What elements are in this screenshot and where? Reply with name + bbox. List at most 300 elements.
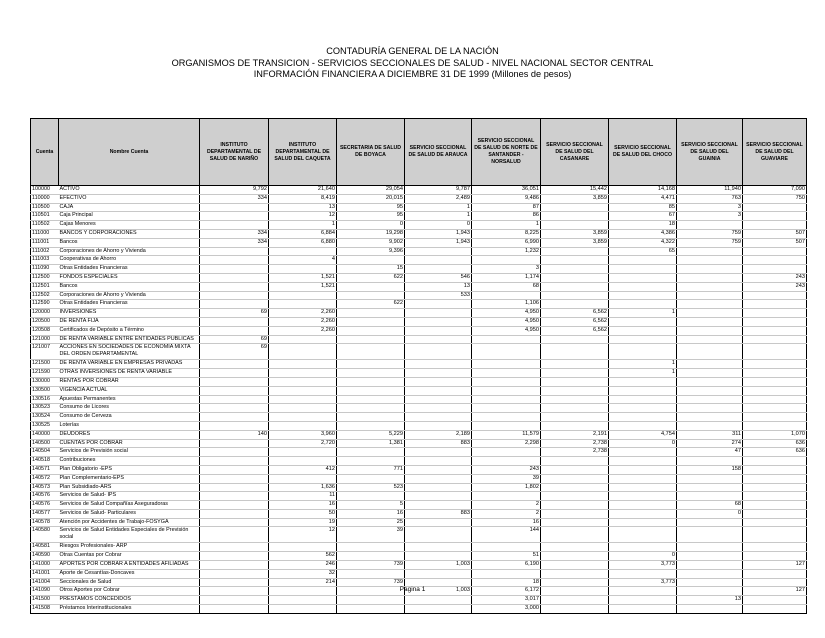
account-name-cell: DE RENTA VARIABLE EN EMPRESAS PRIVADAS	[59, 360, 200, 369]
value-cell: 2,260	[269, 326, 337, 335]
value-cell: 6,190	[472, 561, 541, 570]
table-row	[31, 439, 807, 448]
value-cell: 1,003	[405, 561, 472, 570]
value-cell	[200, 212, 269, 221]
value-cell	[405, 543, 472, 552]
value-cell: 3,017	[472, 596, 541, 605]
value-cell: 6,562	[541, 326, 609, 335]
account-code-cell: 110502	[31, 221, 59, 230]
account-code-cell: 112502	[31, 291, 59, 300]
account-code-cell: 112500	[31, 273, 59, 282]
value-cell	[405, 605, 472, 614]
value-cell: 3,000	[472, 605, 541, 614]
report-subtitle: ORGANISMOS DE TRANSICION - SERVICIOS SECCIONALES DE SALUD - NIVEL NACIONAL SECTOR CENTRAL	[171, 58, 654, 68]
value-cell	[609, 527, 677, 543]
account-name-cell: EFECTIVO	[59, 194, 200, 203]
account-name-cell: Otras Entidades Financieras	[59, 265, 200, 274]
value-cell: 50	[269, 509, 337, 518]
table-row	[31, 518, 807, 527]
value-cell: 243	[472, 465, 541, 474]
value-cell: 3,859	[541, 229, 609, 238]
value-cell: 3	[472, 265, 541, 274]
value-cell	[269, 377, 337, 386]
value-cell: 127	[743, 587, 807, 596]
value-cell	[677, 291, 743, 300]
table-row	[31, 483, 807, 492]
report-period: INFORMACIÓN FINANCIERA A DICIEMBRE 31 DE 1999 (Millones de pesos)	[253, 69, 572, 79]
value-cell	[609, 465, 677, 474]
table-row	[31, 360, 807, 369]
account-name-cell: OTRAS INVERSIONES DE RENTA VARIABLE	[59, 369, 200, 378]
value-cell: 523	[337, 483, 405, 492]
value-cell	[337, 543, 405, 552]
table-row	[31, 605, 807, 614]
account-name-cell: Consumo de Licores	[59, 404, 200, 413]
value-cell	[200, 203, 269, 212]
value-cell	[743, 421, 807, 430]
value-cell: 1	[609, 369, 677, 378]
value-cell	[269, 344, 337, 360]
table-header-row	[31, 119, 807, 186]
value-cell: 246	[269, 561, 337, 570]
value-cell	[541, 457, 609, 466]
value-cell: 39	[337, 527, 405, 543]
value-cell	[405, 256, 472, 265]
value-cell: 763	[677, 194, 743, 203]
page-number: Pagina 1	[399, 586, 426, 593]
value-cell: 19,298	[337, 229, 405, 238]
value-cell	[677, 360, 743, 369]
value-cell: 3,773	[609, 561, 677, 570]
value-cell	[677, 413, 743, 422]
value-cell	[405, 386, 472, 395]
value-cell	[743, 203, 807, 212]
value-cell	[609, 273, 677, 282]
value-cell	[541, 413, 609, 422]
value-cell	[609, 326, 677, 335]
value-cell	[405, 360, 472, 369]
account-name-cell: DEUDORES	[59, 430, 200, 439]
value-cell	[743, 543, 807, 552]
value-cell	[200, 221, 269, 230]
account-code-cell: 120508	[31, 326, 59, 335]
value-cell: 2,191	[541, 430, 609, 439]
value-cell	[541, 291, 609, 300]
value-cell: 883	[405, 439, 472, 448]
value-cell	[677, 335, 743, 344]
value-cell	[405, 317, 472, 326]
account-code-cell: 111090	[31, 265, 59, 274]
value-cell	[405, 492, 472, 501]
value-cell	[405, 552, 472, 561]
value-cell	[200, 421, 269, 430]
value-cell: 507	[743, 229, 807, 238]
value-cell	[200, 448, 269, 457]
account-code-cell: 121007	[31, 344, 59, 360]
value-cell	[677, 247, 743, 256]
value-cell	[743, 404, 807, 413]
value-cell: 1,521	[269, 282, 337, 291]
column-header-choco: SERVICIO SECCIONAL DE SALUD DEL CHOCO	[609, 119, 677, 186]
value-cell	[405, 309, 472, 318]
value-cell	[677, 369, 743, 378]
value-cell	[269, 247, 337, 256]
account-name-cell: Consumo de Cerveza	[59, 413, 200, 422]
value-cell	[337, 291, 405, 300]
table-row	[31, 326, 807, 335]
value-cell	[609, 300, 677, 309]
financial-table	[30, 118, 807, 614]
value-cell	[269, 291, 337, 300]
value-cell: 11	[269, 492, 337, 501]
value-cell	[269, 474, 337, 483]
value-cell	[677, 404, 743, 413]
value-cell: 562	[269, 552, 337, 561]
value-cell: 2,720	[269, 439, 337, 448]
value-cell	[541, 247, 609, 256]
value-cell	[743, 518, 807, 527]
value-cell	[405, 518, 472, 527]
account-name-cell: Otros Aportes por Cobrar	[59, 587, 200, 596]
account-code-cell: 141508	[31, 605, 59, 614]
value-cell: 6,172	[472, 587, 541, 596]
table-row	[31, 291, 807, 300]
value-cell	[269, 265, 337, 274]
value-cell: 1,070	[743, 430, 807, 439]
value-cell	[609, 509, 677, 518]
account-name-cell: Riesgos Profesionales- ARP	[59, 543, 200, 552]
account-code-cell: 111001	[31, 238, 59, 247]
value-cell	[405, 421, 472, 430]
value-cell	[472, 344, 541, 360]
value-cell	[337, 605, 405, 614]
account-name-cell: Servicios de Salud Compañías Aseguradoras	[59, 501, 200, 510]
value-cell	[472, 291, 541, 300]
value-cell	[200, 596, 269, 605]
account-code-cell: 112590	[31, 300, 59, 309]
value-cell: 3	[677, 203, 743, 212]
value-cell	[200, 247, 269, 256]
value-cell	[609, 596, 677, 605]
value-cell	[743, 465, 807, 474]
value-cell	[743, 596, 807, 605]
value-cell	[541, 212, 609, 221]
value-cell	[541, 561, 609, 570]
value-cell	[609, 605, 677, 614]
value-cell	[269, 413, 337, 422]
account-name-cell: Cajas Menores	[59, 221, 200, 230]
value-cell	[743, 483, 807, 492]
table-row	[31, 501, 807, 510]
account-code-cell: 130524	[31, 413, 59, 422]
value-cell	[677, 421, 743, 430]
table-row	[31, 386, 807, 395]
value-cell	[609, 265, 677, 274]
table-row	[31, 369, 807, 378]
value-cell: 13	[677, 596, 743, 605]
account-name-cell: Servicios de Previsión social	[59, 448, 200, 457]
value-cell	[677, 344, 743, 360]
value-cell	[609, 569, 677, 578]
account-name-cell: Plan Complementario-EPS	[59, 474, 200, 483]
value-cell: 12	[269, 527, 337, 543]
value-cell	[269, 395, 337, 404]
value-cell	[677, 221, 743, 230]
value-cell	[200, 291, 269, 300]
value-cell	[743, 605, 807, 614]
value-cell	[677, 552, 743, 561]
value-cell	[609, 256, 677, 265]
value-cell	[472, 404, 541, 413]
value-cell	[269, 369, 337, 378]
value-cell: 1,943	[405, 229, 472, 238]
value-cell: 18	[609, 221, 677, 230]
value-cell	[200, 474, 269, 483]
account-name-cell: Cooperativas de Ahorro	[59, 256, 200, 265]
account-name-cell: Servicios de Salud Entidades Especiales de Previsión social	[59, 527, 200, 543]
value-cell: 1,003	[405, 587, 472, 596]
account-name-cell: Bancos	[59, 282, 200, 291]
value-cell	[677, 527, 743, 543]
value-cell	[337, 474, 405, 483]
value-cell	[405, 501, 472, 510]
table-row	[31, 186, 807, 195]
account-name-cell: CUENTAS POR COBRAR	[59, 439, 200, 448]
account-code-cell: 120000	[31, 309, 59, 318]
value-cell	[200, 561, 269, 570]
value-cell	[743, 569, 807, 578]
value-cell: 3	[677, 212, 743, 221]
value-cell: 127	[743, 561, 807, 570]
value-cell	[200, 483, 269, 492]
value-cell	[743, 552, 807, 561]
value-cell	[743, 335, 807, 344]
account-code-cell: 141090	[31, 587, 59, 596]
value-cell	[541, 377, 609, 386]
value-cell	[743, 474, 807, 483]
value-cell: 1	[405, 203, 472, 212]
value-cell	[609, 377, 677, 386]
value-cell	[609, 395, 677, 404]
account-code-cell: 121590	[31, 369, 59, 378]
value-cell: 622	[337, 273, 405, 282]
value-cell: 6,880	[269, 238, 337, 247]
value-cell: 3,859	[541, 238, 609, 247]
value-cell	[677, 317, 743, 326]
value-cell: 8,225	[472, 229, 541, 238]
value-cell	[472, 386, 541, 395]
table-row	[31, 344, 807, 360]
value-cell	[677, 518, 743, 527]
table-body	[31, 186, 807, 614]
value-cell	[200, 395, 269, 404]
value-cell	[472, 448, 541, 457]
value-cell: 4,950	[472, 309, 541, 318]
value-cell: 29,054	[337, 186, 405, 195]
value-cell	[269, 457, 337, 466]
value-cell	[200, 605, 269, 614]
table-row	[31, 335, 807, 344]
column-header-boyaca: SECRETARIA DE SALUD DE BOYACA	[337, 119, 405, 186]
value-cell: 0	[677, 509, 743, 518]
value-cell: 622	[337, 300, 405, 309]
value-cell: 533	[405, 291, 472, 300]
table-row	[31, 317, 807, 326]
value-cell: 8,419	[269, 194, 337, 203]
value-cell	[609, 457, 677, 466]
value-cell	[200, 404, 269, 413]
account-name-cell: Otras Cuentas por Cobrar	[59, 552, 200, 561]
account-code-cell: 140576	[31, 492, 59, 501]
value-cell: 636	[743, 439, 807, 448]
value-cell: 4,471	[609, 194, 677, 203]
table-row	[31, 596, 807, 605]
account-code-cell: 130500	[31, 386, 59, 395]
value-cell	[677, 543, 743, 552]
account-name-cell: BANCOS Y CORPORACIONES	[59, 229, 200, 238]
value-cell	[743, 395, 807, 404]
account-name-cell: APORTES POR COBRAR A ENTIDADES AFILIADAS	[59, 561, 200, 570]
value-cell	[200, 509, 269, 518]
account-code-cell: 112501	[31, 282, 59, 291]
value-cell	[405, 457, 472, 466]
table-row	[31, 377, 807, 386]
value-cell: 1,636	[269, 483, 337, 492]
value-cell: 4	[269, 256, 337, 265]
value-cell	[472, 369, 541, 378]
value-cell	[541, 273, 609, 282]
value-cell	[200, 527, 269, 543]
value-cell	[677, 457, 743, 466]
value-cell	[405, 377, 472, 386]
value-cell	[200, 552, 269, 561]
value-cell	[269, 386, 337, 395]
account-name-cell: Contribuciones	[59, 457, 200, 466]
value-cell	[677, 569, 743, 578]
value-cell	[337, 369, 405, 378]
value-cell: 2,738	[541, 439, 609, 448]
value-cell	[405, 265, 472, 274]
account-code-cell: 130516	[31, 395, 59, 404]
value-cell: 2,298	[472, 439, 541, 448]
value-cell	[609, 317, 677, 326]
value-cell: 334	[200, 194, 269, 203]
column-header-guainia: SERVICIO SECCIONAL DE SALUD DEL GUAINIA	[677, 119, 743, 186]
account-code-cell: 140000	[31, 430, 59, 439]
account-code-cell: 130000	[31, 377, 59, 386]
value-cell	[677, 326, 743, 335]
value-cell	[541, 509, 609, 518]
table-row	[31, 421, 807, 430]
value-cell: 2,260	[269, 317, 337, 326]
value-cell: 2,260	[269, 309, 337, 318]
value-cell: 13	[405, 282, 472, 291]
account-name-cell: FONDOS ESPECIALES	[59, 273, 200, 282]
value-cell: 1,106	[472, 300, 541, 309]
value-cell: 0	[405, 221, 472, 230]
value-cell: 883	[405, 509, 472, 518]
value-cell: 4,950	[472, 317, 541, 326]
account-name-cell: ACCIONES EN SOCIEDADES DE ECONOMIA MIXTA DEL ORDEN DEPARTAMENTAL	[59, 344, 200, 360]
value-cell: 739	[337, 561, 405, 570]
value-cell: 4,754	[609, 430, 677, 439]
account-name-cell: VIGENCIA ACTUAL	[59, 386, 200, 395]
account-code-cell: 141004	[31, 578, 59, 587]
value-cell: 759	[677, 229, 743, 238]
value-cell: 1,943	[405, 238, 472, 247]
value-cell: 1,802	[472, 483, 541, 492]
account-code-cell: 140572	[31, 474, 59, 483]
account-code-cell: 140577	[31, 509, 59, 518]
account-name-cell: CAJA	[59, 203, 200, 212]
value-cell	[472, 543, 541, 552]
value-cell: 3,960	[269, 430, 337, 439]
value-cell	[541, 386, 609, 395]
value-cell: 2,738	[541, 448, 609, 457]
account-name-cell: Otras Entidades Financieras	[59, 300, 200, 309]
value-cell	[472, 360, 541, 369]
value-cell: 759	[677, 238, 743, 247]
table-row	[31, 300, 807, 309]
value-cell: 4,322	[609, 238, 677, 247]
value-cell	[405, 344, 472, 360]
table-row	[31, 457, 807, 466]
value-cell	[269, 300, 337, 309]
value-cell	[200, 273, 269, 282]
account-code-cell: 111002	[31, 247, 59, 256]
column-header-caqueta: INSTITUTO DEPARTAMENTAL DE SALUD DEL CAQUETA	[269, 119, 337, 186]
column-header-arauca: SERVICIO SECCIONAL DE SALUD DE ARAUCA	[405, 119, 472, 186]
value-cell	[200, 300, 269, 309]
value-cell	[743, 344, 807, 360]
value-cell	[269, 421, 337, 430]
value-cell: 1	[405, 212, 472, 221]
value-cell	[677, 395, 743, 404]
account-code-cell: 111000	[31, 229, 59, 238]
value-cell	[337, 552, 405, 561]
value-cell	[337, 404, 405, 413]
value-cell	[743, 300, 807, 309]
value-cell: 412	[269, 465, 337, 474]
value-cell	[472, 457, 541, 466]
value-cell	[337, 448, 405, 457]
value-cell	[405, 300, 472, 309]
value-cell	[337, 492, 405, 501]
value-cell	[472, 377, 541, 386]
value-cell	[200, 439, 269, 448]
value-cell	[743, 360, 807, 369]
value-cell	[405, 335, 472, 344]
value-cell: 39	[472, 474, 541, 483]
value-cell	[405, 247, 472, 256]
value-cell: 85	[609, 203, 677, 212]
value-cell: 25	[337, 518, 405, 527]
value-cell	[541, 404, 609, 413]
value-cell	[541, 369, 609, 378]
value-cell	[541, 483, 609, 492]
value-cell	[541, 256, 609, 265]
value-cell	[677, 605, 743, 614]
value-cell: 6,990	[472, 238, 541, 247]
table-row	[31, 309, 807, 318]
account-name-cell: Corporaciones de Ahorro y Vivienda	[59, 247, 200, 256]
value-cell	[472, 421, 541, 430]
value-cell	[472, 569, 541, 578]
value-cell	[405, 413, 472, 422]
value-cell	[541, 282, 609, 291]
value-cell	[609, 335, 677, 344]
value-cell: 1,174	[472, 273, 541, 282]
